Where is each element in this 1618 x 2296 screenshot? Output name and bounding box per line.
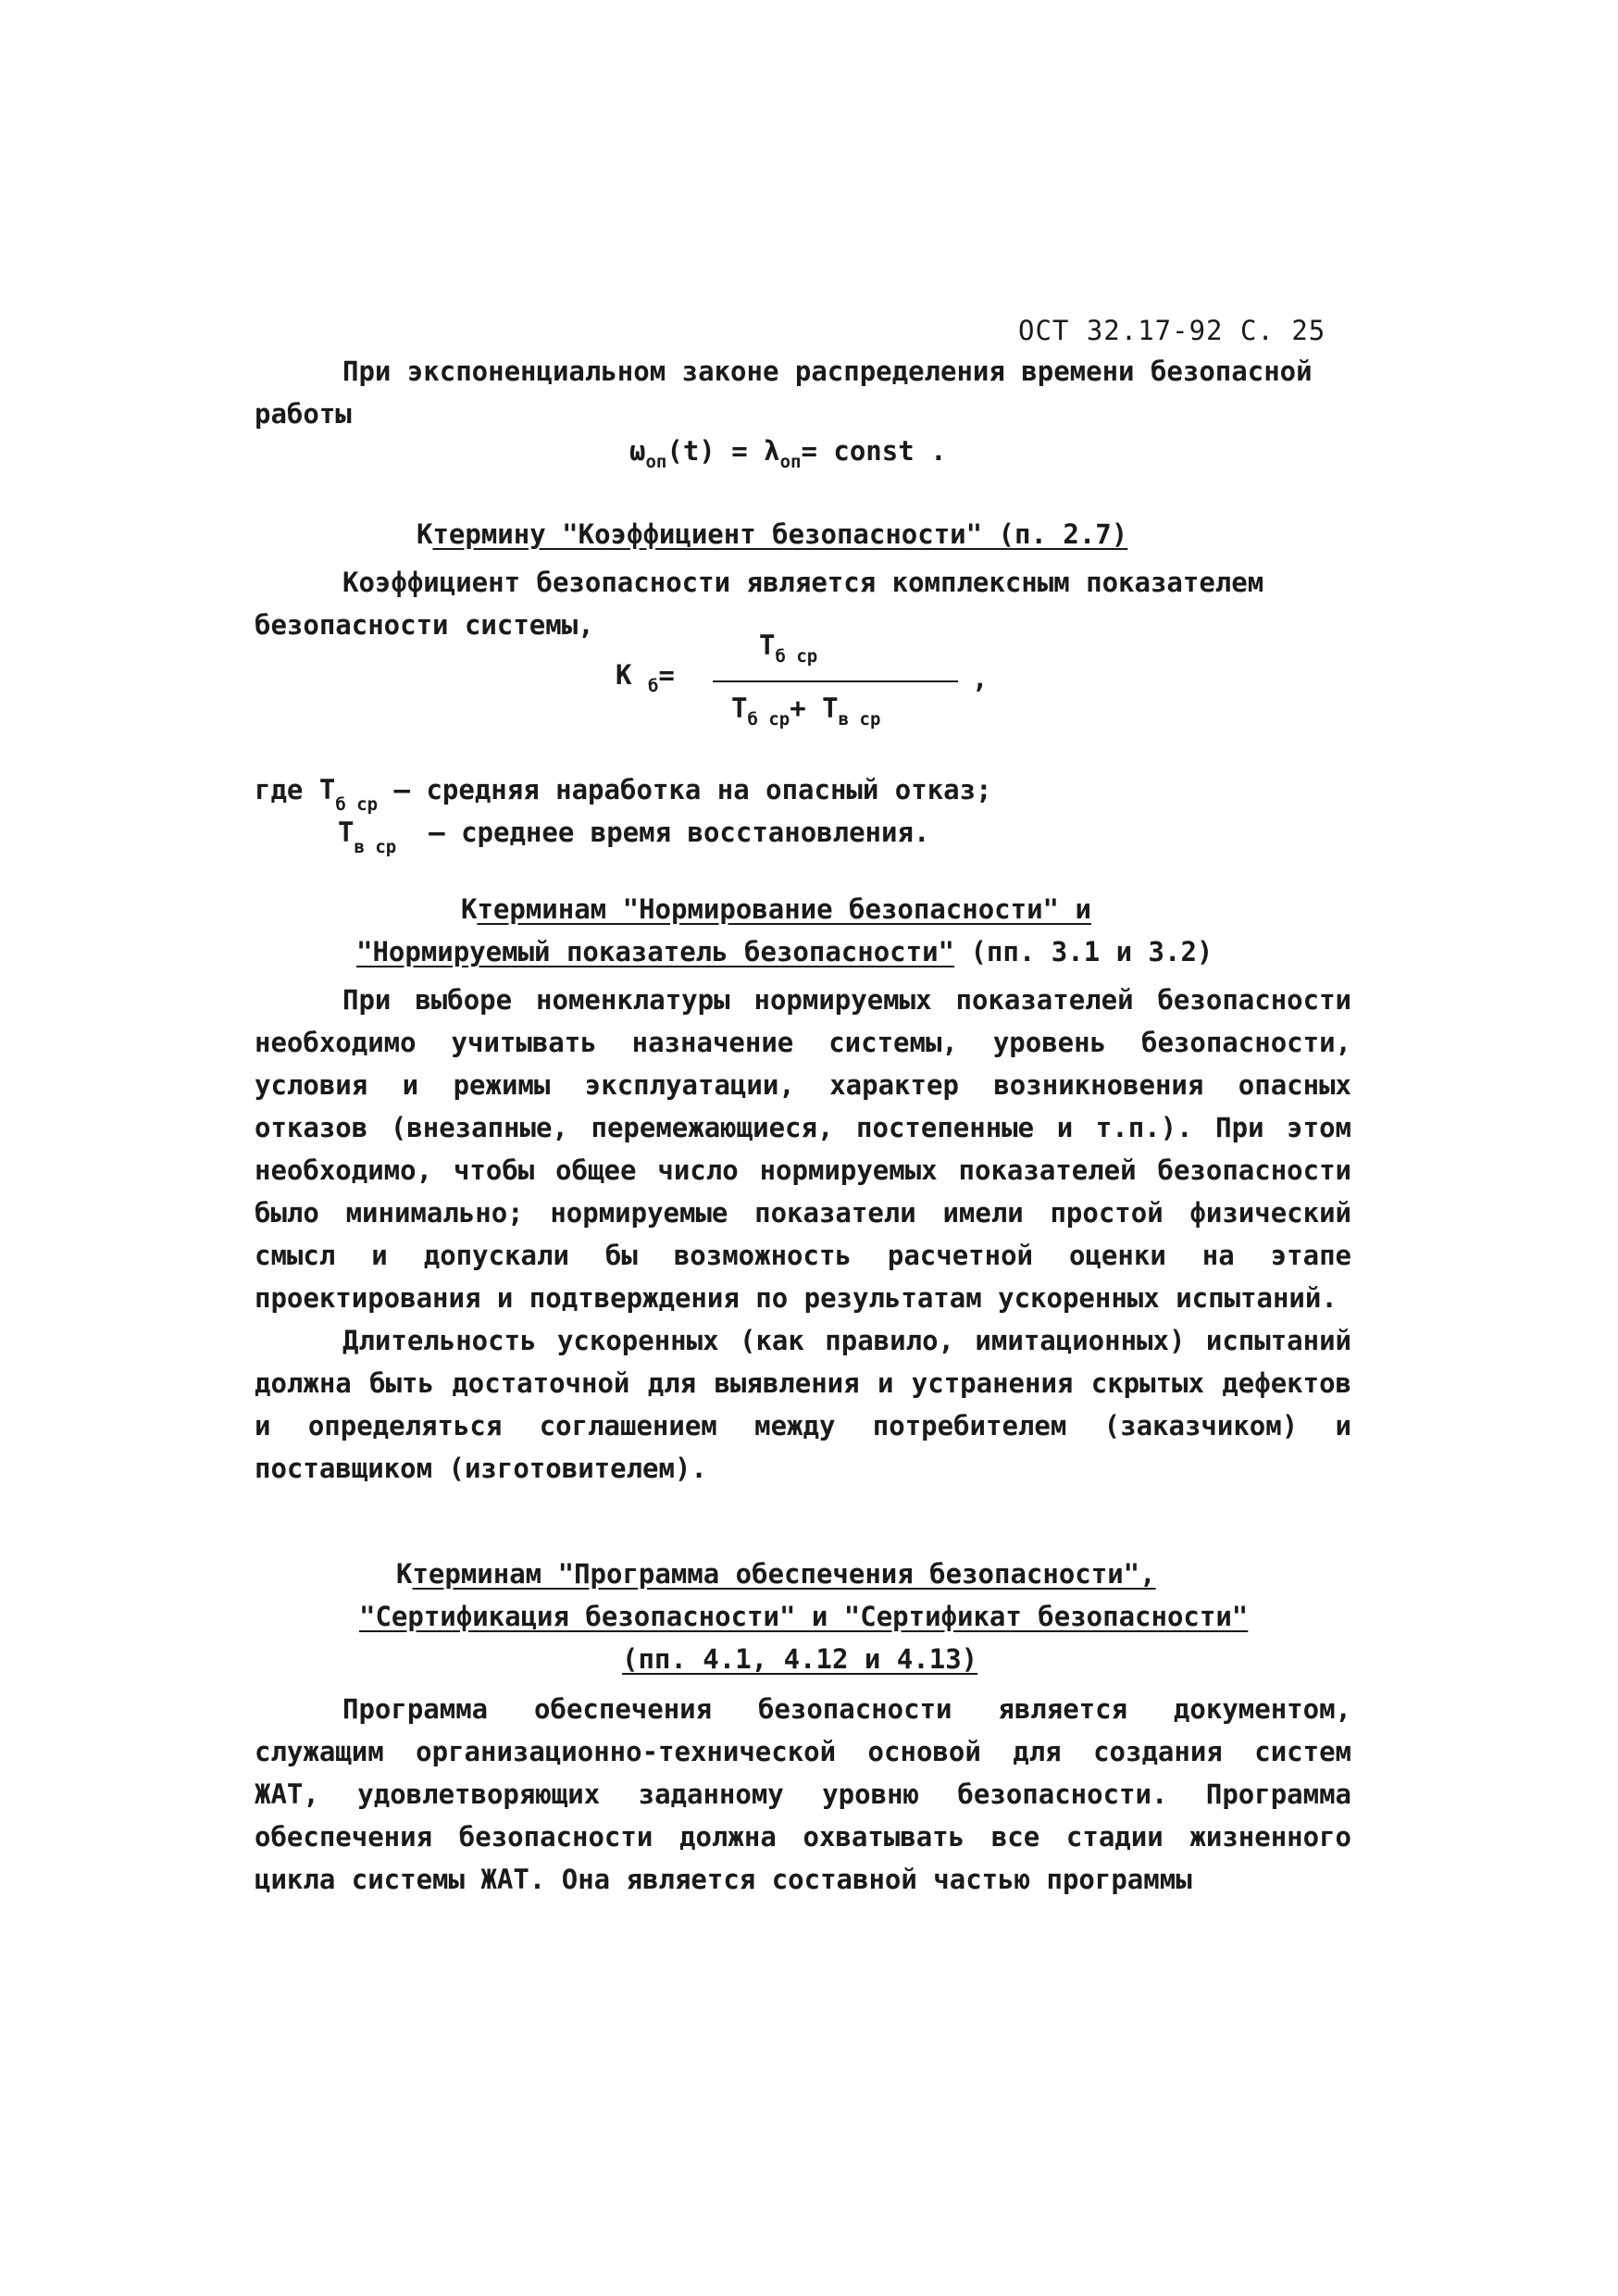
k-sub: б: [647, 676, 659, 696]
section-3-title-line-2: [359, 1601, 1248, 1632]
fraction-denominator: [731, 693, 881, 730]
section-1-prefix: К: [417, 518, 433, 550]
fraction-comma: ,: [972, 663, 989, 694]
where-line-2: [338, 817, 930, 857]
where-text-1: – средняя наработка на опасный отказ;: [393, 774, 992, 805]
intro-line-2: работы: [255, 398, 352, 430]
section-3-title-text-1: терминам "Программа обеспечения безопасности",: [412, 1558, 1156, 1590]
fraction-bar: [713, 680, 958, 682]
formula-mid: (t) = λ: [666, 435, 780, 467]
section-2-title-line-2: [356, 936, 1213, 967]
section-2-paragraph-2: Длительность ускоренных (как правило, имитационных) испытаний должна быть достаточной для выявления и устранения скрытых дефектов и определяться соглашением между потребителем (заказчиком) и поставщиком (изготовителем).: [255, 1325, 1351, 1484]
where-sub-2: в ср: [354, 837, 397, 857]
num-T: Т: [759, 630, 776, 661]
section-2-title-text-1: терминам "Нормирование безопасности" и: [477, 893, 1091, 925]
section-1-line-1: Коэффициент безопасности является комплексным показателем: [342, 567, 1264, 598]
formula-sub-1: оп: [645, 452, 667, 472]
section-3-paragraph-1: Программа обеспечения безопасности является документом, служащим организационно-технической основой для создания систем ЖАТ, удовлетворяющих заданному уровню безопасности. Программа обеспечения безопасности должна охватывать все стадии жизненного цикла системы ЖАТ. Она является составной частью программы: [255, 1693, 1351, 1895]
formula-sub-2: оп: [779, 452, 802, 472]
where-text-2: – среднее время восстановления.: [429, 817, 930, 848]
formula-omega: ω: [629, 435, 646, 467]
section-2-paragraph-1: При выборе номенклатуры нормируемых показателей безопасности необходимо учитывать назначение системы, уровень безопасности, условия и режимы эксплуатации, характер возникновения опасных отказов (внезапные, перемежающиеся, постепенные и т.п.). При этом необходимо, чтобы общее число нормируемых показателей безопасности было минимально; нормируемые показатели имели простой физический смысл и допускали бы возможность расчетной оценки на этапе проектирования и подтверждения по результатам ускоренных испытаний.: [255, 984, 1351, 1314]
hazard-rate-formula: [629, 435, 947, 472]
formula-end: = const .: [801, 435, 947, 467]
section-2-prefix: К: [461, 893, 478, 925]
section-3-title-line-1: [396, 1558, 1156, 1590]
where-line-1: [255, 774, 992, 815]
section-1-title-text: термину "Коэффициент безопасности" (п. 2.7): [432, 518, 1128, 550]
k-letter: К: [616, 659, 632, 691]
where-prefix: где Т: [255, 774, 336, 805]
intro-block: [255, 350, 1351, 435]
num-sub: б ср: [775, 646, 818, 667]
k-label: [616, 659, 675, 696]
den-T1: Т: [731, 693, 748, 724]
section-2-title-tail: (пп. 3.1 и 3.2): [954, 936, 1214, 967]
section-1-title: [417, 518, 1127, 550]
section-2-body: [255, 979, 1351, 1490]
section-3-prefix: К: [396, 1558, 413, 1590]
den-sub-2: в ср: [838, 709, 881, 730]
section-3-title-line-3: [622, 1643, 977, 1675]
where-sub-1: б ср: [335, 794, 379, 815]
section-1-line-2: безопасности системы,: [255, 609, 594, 641]
where-T2: Т: [338, 817, 355, 848]
fraction-numerator: [759, 630, 818, 667]
den-plus: + Т: [790, 693, 839, 724]
page-header: ОСТ 32.17-92 С. 25: [1018, 315, 1326, 346]
k-eq: =: [658, 659, 675, 691]
section-2-title-text-2: "Нормируемый показатель безопасности": [356, 936, 955, 967]
section-2-title-line-1: [461, 893, 1091, 925]
den-sub-1: б ср: [747, 709, 790, 730]
section-3-title-text-3: (пп. 4.1, 4.12 и 4.13): [622, 1643, 978, 1675]
section-3-title-text-2: "Сертификация безопасности" и "Сертификат безопасности": [359, 1601, 1249, 1632]
intro-line-1: При экспоненциальном законе распределения времени безопасной: [342, 356, 1313, 387]
section-3-body: [255, 1688, 1351, 1901]
